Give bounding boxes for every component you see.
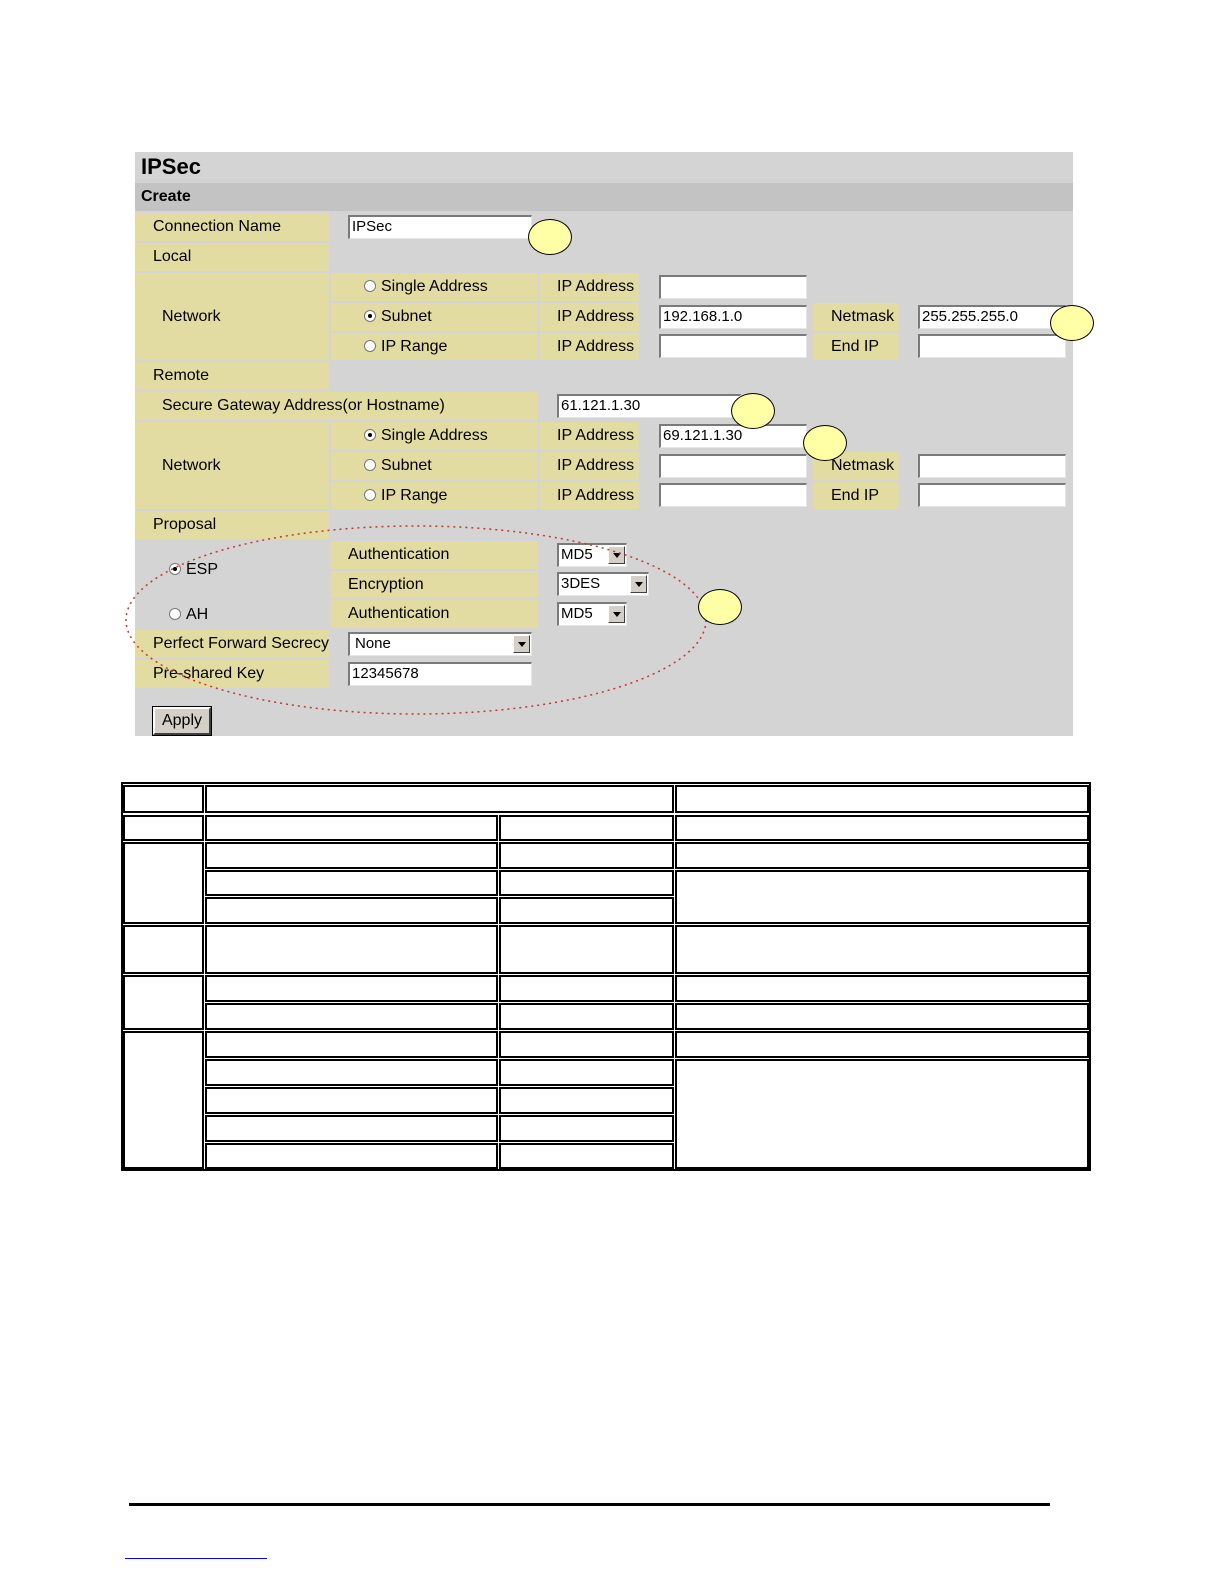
local-section-label bbox=[135, 243, 329, 271]
table-cell bbox=[123, 815, 204, 841]
local-ip-label-3 bbox=[540, 333, 639, 360]
local-netmask-text: Netmask bbox=[831, 308, 895, 325]
local-ip-label-2 bbox=[540, 303, 639, 331]
table-cell bbox=[675, 815, 1089, 841]
ah-auth-text: Authentication bbox=[348, 605, 450, 622]
remote-subnet-radio[interactable] bbox=[364, 459, 376, 471]
callout-5 bbox=[698, 589, 742, 625]
table-cell bbox=[499, 1003, 674, 1030]
local-single-radio[interactable] bbox=[364, 280, 376, 292]
gateway-text: Secure Gateway Address(or Hostname) bbox=[162, 397, 445, 414]
callout-4 bbox=[803, 425, 847, 461]
table-cell bbox=[499, 1143, 674, 1169]
table-cell bbox=[499, 1087, 674, 1114]
remote-ip-label-1 bbox=[540, 422, 639, 450]
table-cell bbox=[123, 975, 204, 1030]
table-cell bbox=[675, 925, 1089, 974]
table-cell bbox=[205, 870, 498, 896]
create-header-bar bbox=[135, 183, 1073, 211]
local-subnet-ip-input[interactable]: 192.168.1.0 bbox=[659, 305, 807, 329]
table-cell bbox=[499, 1059, 674, 1086]
table-cell bbox=[675, 1059, 1089, 1169]
local-text: Local bbox=[153, 248, 192, 265]
local-ip-label-1 bbox=[540, 273, 639, 301]
page-title: IPSec bbox=[141, 154, 201, 179]
esp-label: ESP bbox=[186, 561, 219, 578]
remote-single-label: Single Address bbox=[381, 427, 488, 444]
remote-end-ip-label bbox=[813, 482, 899, 509]
gateway-label bbox=[135, 392, 538, 420]
local-end-ip-label bbox=[813, 333, 899, 360]
table-cell bbox=[123, 785, 204, 813]
table-cell bbox=[123, 842, 204, 924]
table-cell bbox=[499, 897, 674, 924]
callout-3 bbox=[731, 393, 775, 429]
table-cell bbox=[123, 925, 204, 974]
table-cell bbox=[205, 1143, 498, 1169]
table-cell bbox=[499, 1115, 674, 1142]
pfs-text: Perfect Forward Secrecy bbox=[153, 635, 330, 652]
local-option-subnet bbox=[331, 303, 538, 331]
proposal-text: Proposal bbox=[153, 516, 217, 533]
local-netmask-input[interactable]: 255.255.255.0 bbox=[918, 305, 1066, 329]
esp-auth-text: Authentication bbox=[348, 546, 450, 563]
highlight-ellipse-shape bbox=[126, 526, 706, 714]
remote-end-ip-input[interactable] bbox=[918, 483, 1066, 507]
section-create: Create bbox=[141, 188, 191, 205]
remote-subnet-ip-input[interactable] bbox=[659, 454, 807, 478]
table-cell bbox=[205, 1087, 498, 1114]
table-cell bbox=[675, 842, 1089, 869]
local-range-radio[interactable] bbox=[364, 340, 376, 352]
pfs-value: None bbox=[355, 635, 391, 652]
remote-single-radio[interactable] bbox=[364, 429, 376, 441]
table-cell bbox=[675, 785, 1089, 813]
esp-auth-value: MD5 bbox=[561, 546, 593, 563]
psk-text: Pre-shared Key bbox=[153, 665, 265, 682]
remote-ip-text-3: IP Address bbox=[557, 487, 635, 504]
local-end-ip-input[interactable] bbox=[918, 334, 1066, 358]
remote-ip-label-3 bbox=[540, 482, 639, 509]
table-cell bbox=[499, 925, 674, 974]
proposal-highlight-ellipse bbox=[118, 520, 718, 720]
connection-name-label bbox=[135, 213, 329, 241]
remote-ip-text-1: IP Address bbox=[557, 427, 635, 444]
table-cell bbox=[499, 1031, 674, 1058]
callout-1 bbox=[528, 219, 572, 255]
callout-2 bbox=[1050, 305, 1094, 341]
local-netmask-label bbox=[813, 303, 899, 331]
remote-single-ip-input[interactable]: 69.121.1.30 bbox=[659, 424, 807, 448]
remote-range-radio[interactable] bbox=[364, 489, 376, 501]
table-cell bbox=[675, 1003, 1089, 1030]
local-end-ip-text: End IP bbox=[831, 338, 880, 355]
footer-link-underline[interactable] bbox=[125, 1558, 267, 1559]
table-cell bbox=[205, 1003, 498, 1030]
gateway-input[interactable]: 61.121.1.30 bbox=[557, 394, 741, 418]
remote-section-label bbox=[135, 362, 329, 390]
esp-enc-text: Encryption bbox=[348, 576, 424, 593]
table-cell bbox=[499, 842, 674, 869]
apply-button[interactable]: Apply bbox=[153, 707, 211, 735]
table-cell bbox=[205, 815, 498, 841]
remote-end-ip-text: End IP bbox=[831, 487, 880, 504]
table-cell bbox=[205, 842, 498, 869]
remote-range-ip-input[interactable] bbox=[659, 483, 807, 507]
local-ip-text-1: IP Address bbox=[557, 278, 635, 295]
remote-network-label bbox=[135, 422, 329, 509]
table-cell bbox=[205, 1059, 498, 1086]
table-cell bbox=[205, 925, 498, 974]
esp-enc-value: 3DES bbox=[561, 575, 601, 592]
local-network-text: Network bbox=[162, 308, 221, 325]
remote-network-text: Network bbox=[162, 457, 221, 474]
remote-ip-label-2 bbox=[540, 452, 639, 480]
table-cell bbox=[499, 975, 674, 1002]
local-ip-text-2: IP Address bbox=[557, 308, 635, 325]
local-single-ip-input[interactable] bbox=[659, 275, 807, 299]
remote-range-label: IP Range bbox=[381, 487, 448, 504]
table-cell bbox=[499, 815, 674, 841]
table-cell bbox=[205, 785, 674, 813]
table-cell bbox=[675, 975, 1089, 1002]
remote-subnet-label: Subnet bbox=[381, 457, 432, 474]
local-network-label bbox=[135, 273, 329, 360]
remote-text: Remote bbox=[153, 367, 210, 384]
local-range-label: IP Range bbox=[381, 338, 448, 355]
ah-auth-value: MD5 bbox=[561, 605, 593, 622]
psk-input[interactable]: 12345678 bbox=[348, 662, 532, 686]
connection-name-text: Connection Name bbox=[153, 218, 282, 235]
table-cell bbox=[675, 1031, 1089, 1058]
table-cell bbox=[499, 870, 674, 896]
table-cell bbox=[205, 975, 498, 1002]
remote-option-subnet bbox=[331, 452, 538, 480]
table-cell bbox=[205, 1115, 498, 1142]
local-subnet-radio[interactable] bbox=[364, 310, 376, 322]
remote-ip-text-2: IP Address bbox=[557, 457, 635, 474]
local-single-label: Single Address bbox=[381, 278, 488, 295]
connection-name-input[interactable]: IPSec bbox=[348, 215, 532, 239]
footer-divider bbox=[129, 1503, 1050, 1506]
table-cell bbox=[123, 1031, 204, 1169]
local-ip-text-3: IP Address bbox=[557, 338, 635, 355]
ah-label: AH bbox=[186, 606, 209, 623]
table-cell bbox=[675, 870, 1089, 924]
remote-netmask-input[interactable] bbox=[918, 454, 1066, 478]
local-range-ip-input[interactable] bbox=[659, 334, 807, 358]
table-cell bbox=[205, 1031, 498, 1058]
table-cell bbox=[205, 897, 498, 924]
local-subnet-label: Subnet bbox=[381, 308, 432, 325]
remote-netmask-text: Netmask bbox=[831, 457, 895, 474]
